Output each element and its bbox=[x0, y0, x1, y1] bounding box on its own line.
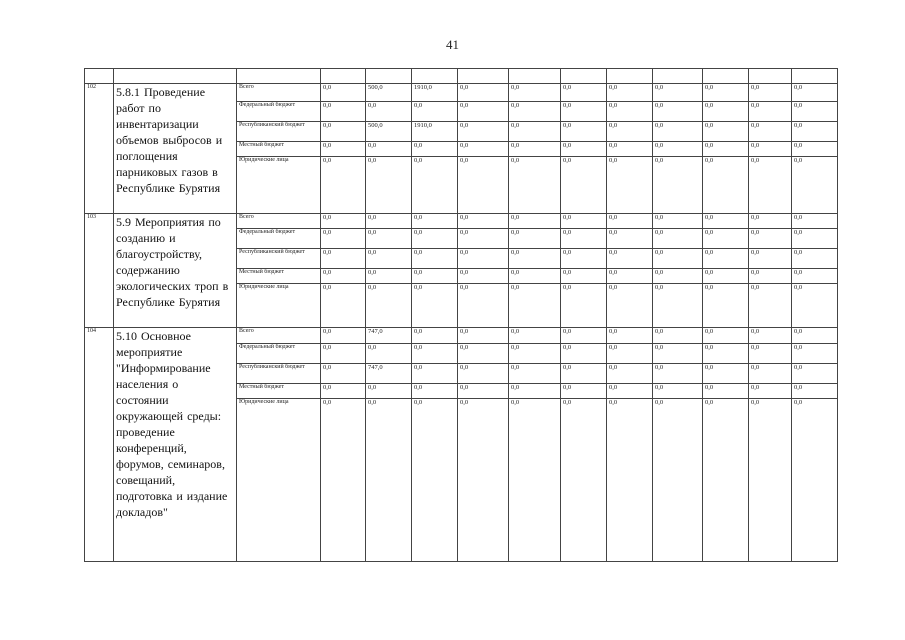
funding-value: 0,0 bbox=[412, 249, 458, 269]
funding-value: 0,0 bbox=[458, 328, 509, 344]
funding-value: 0,0 bbox=[412, 229, 458, 249]
funding-value: 0,0 bbox=[607, 364, 653, 384]
header-cell bbox=[412, 69, 458, 84]
funding-value: 0,0 bbox=[321, 84, 366, 102]
funding-value: 0,0 bbox=[703, 157, 749, 214]
funding-value: 0,0 bbox=[412, 364, 458, 384]
header-cell bbox=[509, 69, 561, 84]
activity-title: 5.9 Мероприятия по созданию и благоустройству, содержанию экологических троп в Республике Бурятия bbox=[114, 214, 237, 328]
funding-value: 0,0 bbox=[458, 249, 509, 269]
funding-value: 0,0 bbox=[653, 384, 703, 399]
funding-value: 0,0 bbox=[749, 142, 792, 157]
funding-source: Республиканский бюджет bbox=[237, 364, 321, 384]
funding-value: 0,0 bbox=[366, 229, 412, 249]
funding-value: 0,0 bbox=[653, 269, 703, 284]
funding-value: 0,0 bbox=[703, 84, 749, 102]
funding-value: 0,0 bbox=[458, 284, 509, 328]
funding-value: 0,0 bbox=[458, 344, 509, 364]
funding-value: 0,0 bbox=[561, 269, 607, 284]
funding-value: 0,0 bbox=[653, 84, 703, 102]
funding-value: 0,0 bbox=[561, 142, 607, 157]
funding-value: 0,0 bbox=[607, 142, 653, 157]
header-cell bbox=[366, 69, 412, 84]
funding-value: 0,0 bbox=[792, 84, 838, 102]
funding-value: 0,0 bbox=[792, 284, 838, 328]
funding-value: 0,0 bbox=[653, 122, 703, 142]
funding-value: 0,0 bbox=[561, 284, 607, 328]
funding-value: 0,0 bbox=[561, 399, 607, 562]
funding-value: 0,0 bbox=[321, 142, 366, 157]
funding-value: 0,0 bbox=[749, 269, 792, 284]
page-number: 41 bbox=[446, 37, 459, 52]
funding-value: 0,0 bbox=[607, 102, 653, 122]
funding-value: 0,0 bbox=[509, 328, 561, 344]
funding-source: Юридические лица bbox=[237, 157, 321, 214]
funding-value: 0,0 bbox=[366, 399, 412, 562]
funding-value: 0,0 bbox=[509, 269, 561, 284]
header-cell bbox=[792, 69, 838, 84]
funding-value: 0,0 bbox=[509, 142, 561, 157]
funding-value: 0,0 bbox=[653, 102, 703, 122]
funding-value: 0,0 bbox=[509, 102, 561, 122]
funding-value: 747,0 bbox=[366, 328, 412, 344]
funding-value: 0,0 bbox=[412, 384, 458, 399]
funding-value: 0,0 bbox=[509, 214, 561, 229]
funding-value: 0,0 bbox=[321, 122, 366, 142]
funding-value: 0,0 bbox=[749, 328, 792, 344]
funding-value: 0,0 bbox=[321, 269, 366, 284]
funding-value: 0,0 bbox=[321, 384, 366, 399]
funding-value: 0,0 bbox=[321, 328, 366, 344]
funding-value: 0,0 bbox=[653, 142, 703, 157]
funding-source: Местный бюджет bbox=[237, 142, 321, 157]
funding-value: 0,0 bbox=[458, 142, 509, 157]
funding-value: 0,0 bbox=[458, 122, 509, 142]
funding-value: 0,0 bbox=[653, 157, 703, 214]
funding-value: 0,0 bbox=[703, 364, 749, 384]
header-cell bbox=[85, 69, 114, 84]
funding-value: 0,0 bbox=[321, 157, 366, 214]
funding-value: 0,0 bbox=[653, 328, 703, 344]
funding-value: 0,0 bbox=[366, 142, 412, 157]
funding-value: 0,0 bbox=[792, 364, 838, 384]
funding-value: 0,0 bbox=[607, 229, 653, 249]
funding-value: 500,0 bbox=[366, 84, 412, 102]
funding-value: 0,0 bbox=[607, 284, 653, 328]
funding-value: 0,0 bbox=[653, 284, 703, 328]
funding-value: 0,0 bbox=[321, 102, 366, 122]
funding-value: 0,0 bbox=[749, 284, 792, 328]
funding-value: 0,0 bbox=[458, 399, 509, 562]
header-cell bbox=[114, 69, 237, 84]
row-number: 103 bbox=[85, 214, 114, 328]
funding-value: 0,0 bbox=[703, 384, 749, 399]
funding-value: 0,0 bbox=[412, 328, 458, 344]
table-header-row bbox=[85, 69, 838, 84]
funding-value: 0,0 bbox=[792, 122, 838, 142]
funding-value: 0,0 bbox=[458, 229, 509, 249]
funding-value: 0,0 bbox=[607, 269, 653, 284]
funding-value: 0,0 bbox=[366, 269, 412, 284]
funding-value: 0,0 bbox=[703, 229, 749, 249]
funding-source: Всего bbox=[237, 328, 321, 344]
funding-value: 0,0 bbox=[561, 229, 607, 249]
funding-value: 0,0 bbox=[412, 284, 458, 328]
funding-value: 0,0 bbox=[607, 157, 653, 214]
header-cell bbox=[703, 69, 749, 84]
header-cell bbox=[653, 69, 703, 84]
funding-value: 0,0 bbox=[458, 384, 509, 399]
funding-value: 0,0 bbox=[749, 249, 792, 269]
funding-value: 0,0 bbox=[321, 364, 366, 384]
funding-value: 0,0 bbox=[458, 84, 509, 102]
funding-value: 0,0 bbox=[366, 384, 412, 399]
funding-value: 0,0 bbox=[607, 84, 653, 102]
funding-value: 0,0 bbox=[561, 102, 607, 122]
funding-value: 0,0 bbox=[412, 399, 458, 562]
funding-value: 0,0 bbox=[321, 284, 366, 328]
funding-value: 0,0 bbox=[703, 142, 749, 157]
funding-value: 1910,0 bbox=[412, 122, 458, 142]
funding-value: 0,0 bbox=[792, 384, 838, 399]
funding-value: 500,0 bbox=[366, 122, 412, 142]
funding-value: 0,0 bbox=[749, 399, 792, 562]
funding-value: 0,0 bbox=[703, 249, 749, 269]
funding-value: 0,0 bbox=[749, 364, 792, 384]
funding-value: 0,0 bbox=[561, 249, 607, 269]
funding-value: 0,0 bbox=[792, 229, 838, 249]
funding-value: 0,0 bbox=[607, 399, 653, 562]
funding-value: 0,0 bbox=[607, 122, 653, 142]
funding-value: 0,0 bbox=[366, 284, 412, 328]
funding-value: 0,0 bbox=[703, 122, 749, 142]
funding-value: 0,0 bbox=[321, 229, 366, 249]
funding-value: 0,0 bbox=[792, 157, 838, 214]
header-cell bbox=[321, 69, 366, 84]
funding-value: 0,0 bbox=[509, 84, 561, 102]
funding-value: 0,0 bbox=[412, 157, 458, 214]
funding-value: 0,0 bbox=[321, 344, 366, 364]
header-cell bbox=[607, 69, 653, 84]
funding-value: 0,0 bbox=[509, 384, 561, 399]
funding-value: 0,0 bbox=[653, 344, 703, 364]
funding-source: Юридические лица bbox=[237, 284, 321, 328]
funding-value: 0,0 bbox=[653, 249, 703, 269]
funding-value: 0,0 bbox=[792, 328, 838, 344]
funding-value: 747,0 bbox=[366, 364, 412, 384]
funding-value: 0,0 bbox=[653, 364, 703, 384]
funding-value: 0,0 bbox=[607, 344, 653, 364]
funding-value: 0,0 bbox=[366, 344, 412, 364]
funding-value: 0,0 bbox=[561, 157, 607, 214]
funding-source: Всего bbox=[237, 214, 321, 229]
funding-value: 0,0 bbox=[561, 384, 607, 399]
funding-value: 0,0 bbox=[607, 328, 653, 344]
funding-value: 0,0 bbox=[561, 364, 607, 384]
funding-value: 0,0 bbox=[509, 284, 561, 328]
funding-value: 0,0 bbox=[509, 399, 561, 562]
budget-table bbox=[84, 68, 838, 562]
funding-value: 0,0 bbox=[792, 269, 838, 284]
table-row bbox=[85, 214, 838, 229]
funding-value: 0,0 bbox=[703, 344, 749, 364]
funding-value: 0,0 bbox=[607, 249, 653, 269]
funding-value: 0,0 bbox=[366, 249, 412, 269]
funding-value: 0,0 bbox=[561, 328, 607, 344]
funding-value: 0,0 bbox=[509, 122, 561, 142]
funding-source: Юридические лица bbox=[237, 399, 321, 562]
funding-value: 0,0 bbox=[412, 269, 458, 284]
funding-source: Федеральный бюджет bbox=[237, 102, 321, 122]
funding-value: 0,0 bbox=[509, 157, 561, 214]
funding-value: 0,0 bbox=[458, 214, 509, 229]
activity-title: 5.8.1 Проведение работ по инвентаризации объемов выбросов и поглощения парниковых газов в Республике Бурятия bbox=[114, 84, 237, 214]
funding-value: 0,0 bbox=[703, 269, 749, 284]
funding-value: 0,0 bbox=[561, 214, 607, 229]
funding-source: Федеральный бюджет bbox=[237, 229, 321, 249]
funding-value: 0,0 bbox=[412, 344, 458, 364]
funding-value: 0,0 bbox=[412, 102, 458, 122]
funding-value: 0,0 bbox=[458, 102, 509, 122]
funding-value: 0,0 bbox=[653, 399, 703, 562]
table-row bbox=[85, 84, 838, 102]
funding-value: 0,0 bbox=[792, 102, 838, 122]
funding-value: 0,0 bbox=[792, 344, 838, 364]
funding-value: 0,0 bbox=[412, 214, 458, 229]
funding-value: 0,0 bbox=[749, 122, 792, 142]
row-number: 102 bbox=[85, 84, 114, 214]
funding-value: 0,0 bbox=[703, 399, 749, 562]
funding-value: 0,0 bbox=[321, 249, 366, 269]
funding-value: 0,0 bbox=[653, 214, 703, 229]
funding-source: Федеральный бюджет bbox=[237, 344, 321, 364]
header-cell bbox=[749, 69, 792, 84]
header-cell bbox=[561, 69, 607, 84]
funding-value: 0,0 bbox=[749, 214, 792, 229]
funding-value: 0,0 bbox=[749, 157, 792, 214]
funding-value: 0,0 bbox=[749, 102, 792, 122]
funding-value: 0,0 bbox=[458, 364, 509, 384]
funding-value: 0,0 bbox=[509, 364, 561, 384]
funding-source: Республиканский бюджет bbox=[237, 122, 321, 142]
funding-value: 0,0 bbox=[412, 142, 458, 157]
funding-value: 0,0 bbox=[653, 229, 703, 249]
funding-value: 1910,0 bbox=[412, 84, 458, 102]
table-row bbox=[85, 328, 838, 344]
funding-value: 0,0 bbox=[749, 344, 792, 364]
funding-source: Местный бюджет bbox=[237, 384, 321, 399]
funding-value: 0,0 bbox=[561, 122, 607, 142]
funding-value: 0,0 bbox=[509, 344, 561, 364]
funding-value: 0,0 bbox=[561, 344, 607, 364]
header-cell bbox=[237, 69, 321, 84]
funding-source: Всего bbox=[237, 84, 321, 102]
funding-value: 0,0 bbox=[792, 214, 838, 229]
activity-title: 5.10 Основное мероприятие "Информирование населения о состоянии окружающей среды: проведение конференций, форумов, семинаров, совещаний, подготовка и издание докладов" bbox=[114, 328, 237, 562]
funding-value: 0,0 bbox=[366, 214, 412, 229]
funding-value: 0,0 bbox=[509, 249, 561, 269]
funding-value: 0,0 bbox=[703, 102, 749, 122]
funding-value: 0,0 bbox=[607, 384, 653, 399]
funding-value: 0,0 bbox=[703, 328, 749, 344]
funding-value: 0,0 bbox=[458, 157, 509, 214]
funding-value: 0,0 bbox=[321, 214, 366, 229]
funding-value: 0,0 bbox=[607, 214, 653, 229]
funding-value: 0,0 bbox=[749, 384, 792, 399]
header-cell bbox=[458, 69, 509, 84]
funding-value: 0,0 bbox=[792, 142, 838, 157]
funding-value: 0,0 bbox=[509, 229, 561, 249]
row-number: 104 bbox=[85, 328, 114, 562]
funding-source: Местный бюджет bbox=[237, 269, 321, 284]
funding-value: 0,0 bbox=[749, 84, 792, 102]
funding-value: 0,0 bbox=[458, 269, 509, 284]
funding-value: 0,0 bbox=[561, 84, 607, 102]
funding-value: 0,0 bbox=[366, 102, 412, 122]
funding-value: 0,0 bbox=[703, 284, 749, 328]
funding-value: 0,0 bbox=[321, 399, 366, 562]
funding-value: 0,0 bbox=[749, 229, 792, 249]
funding-value: 0,0 bbox=[792, 399, 838, 562]
funding-value: 0,0 bbox=[792, 249, 838, 269]
funding-value: 0,0 bbox=[366, 157, 412, 214]
funding-source: Республиканский бюджет bbox=[237, 249, 321, 269]
funding-value: 0,0 bbox=[703, 214, 749, 229]
